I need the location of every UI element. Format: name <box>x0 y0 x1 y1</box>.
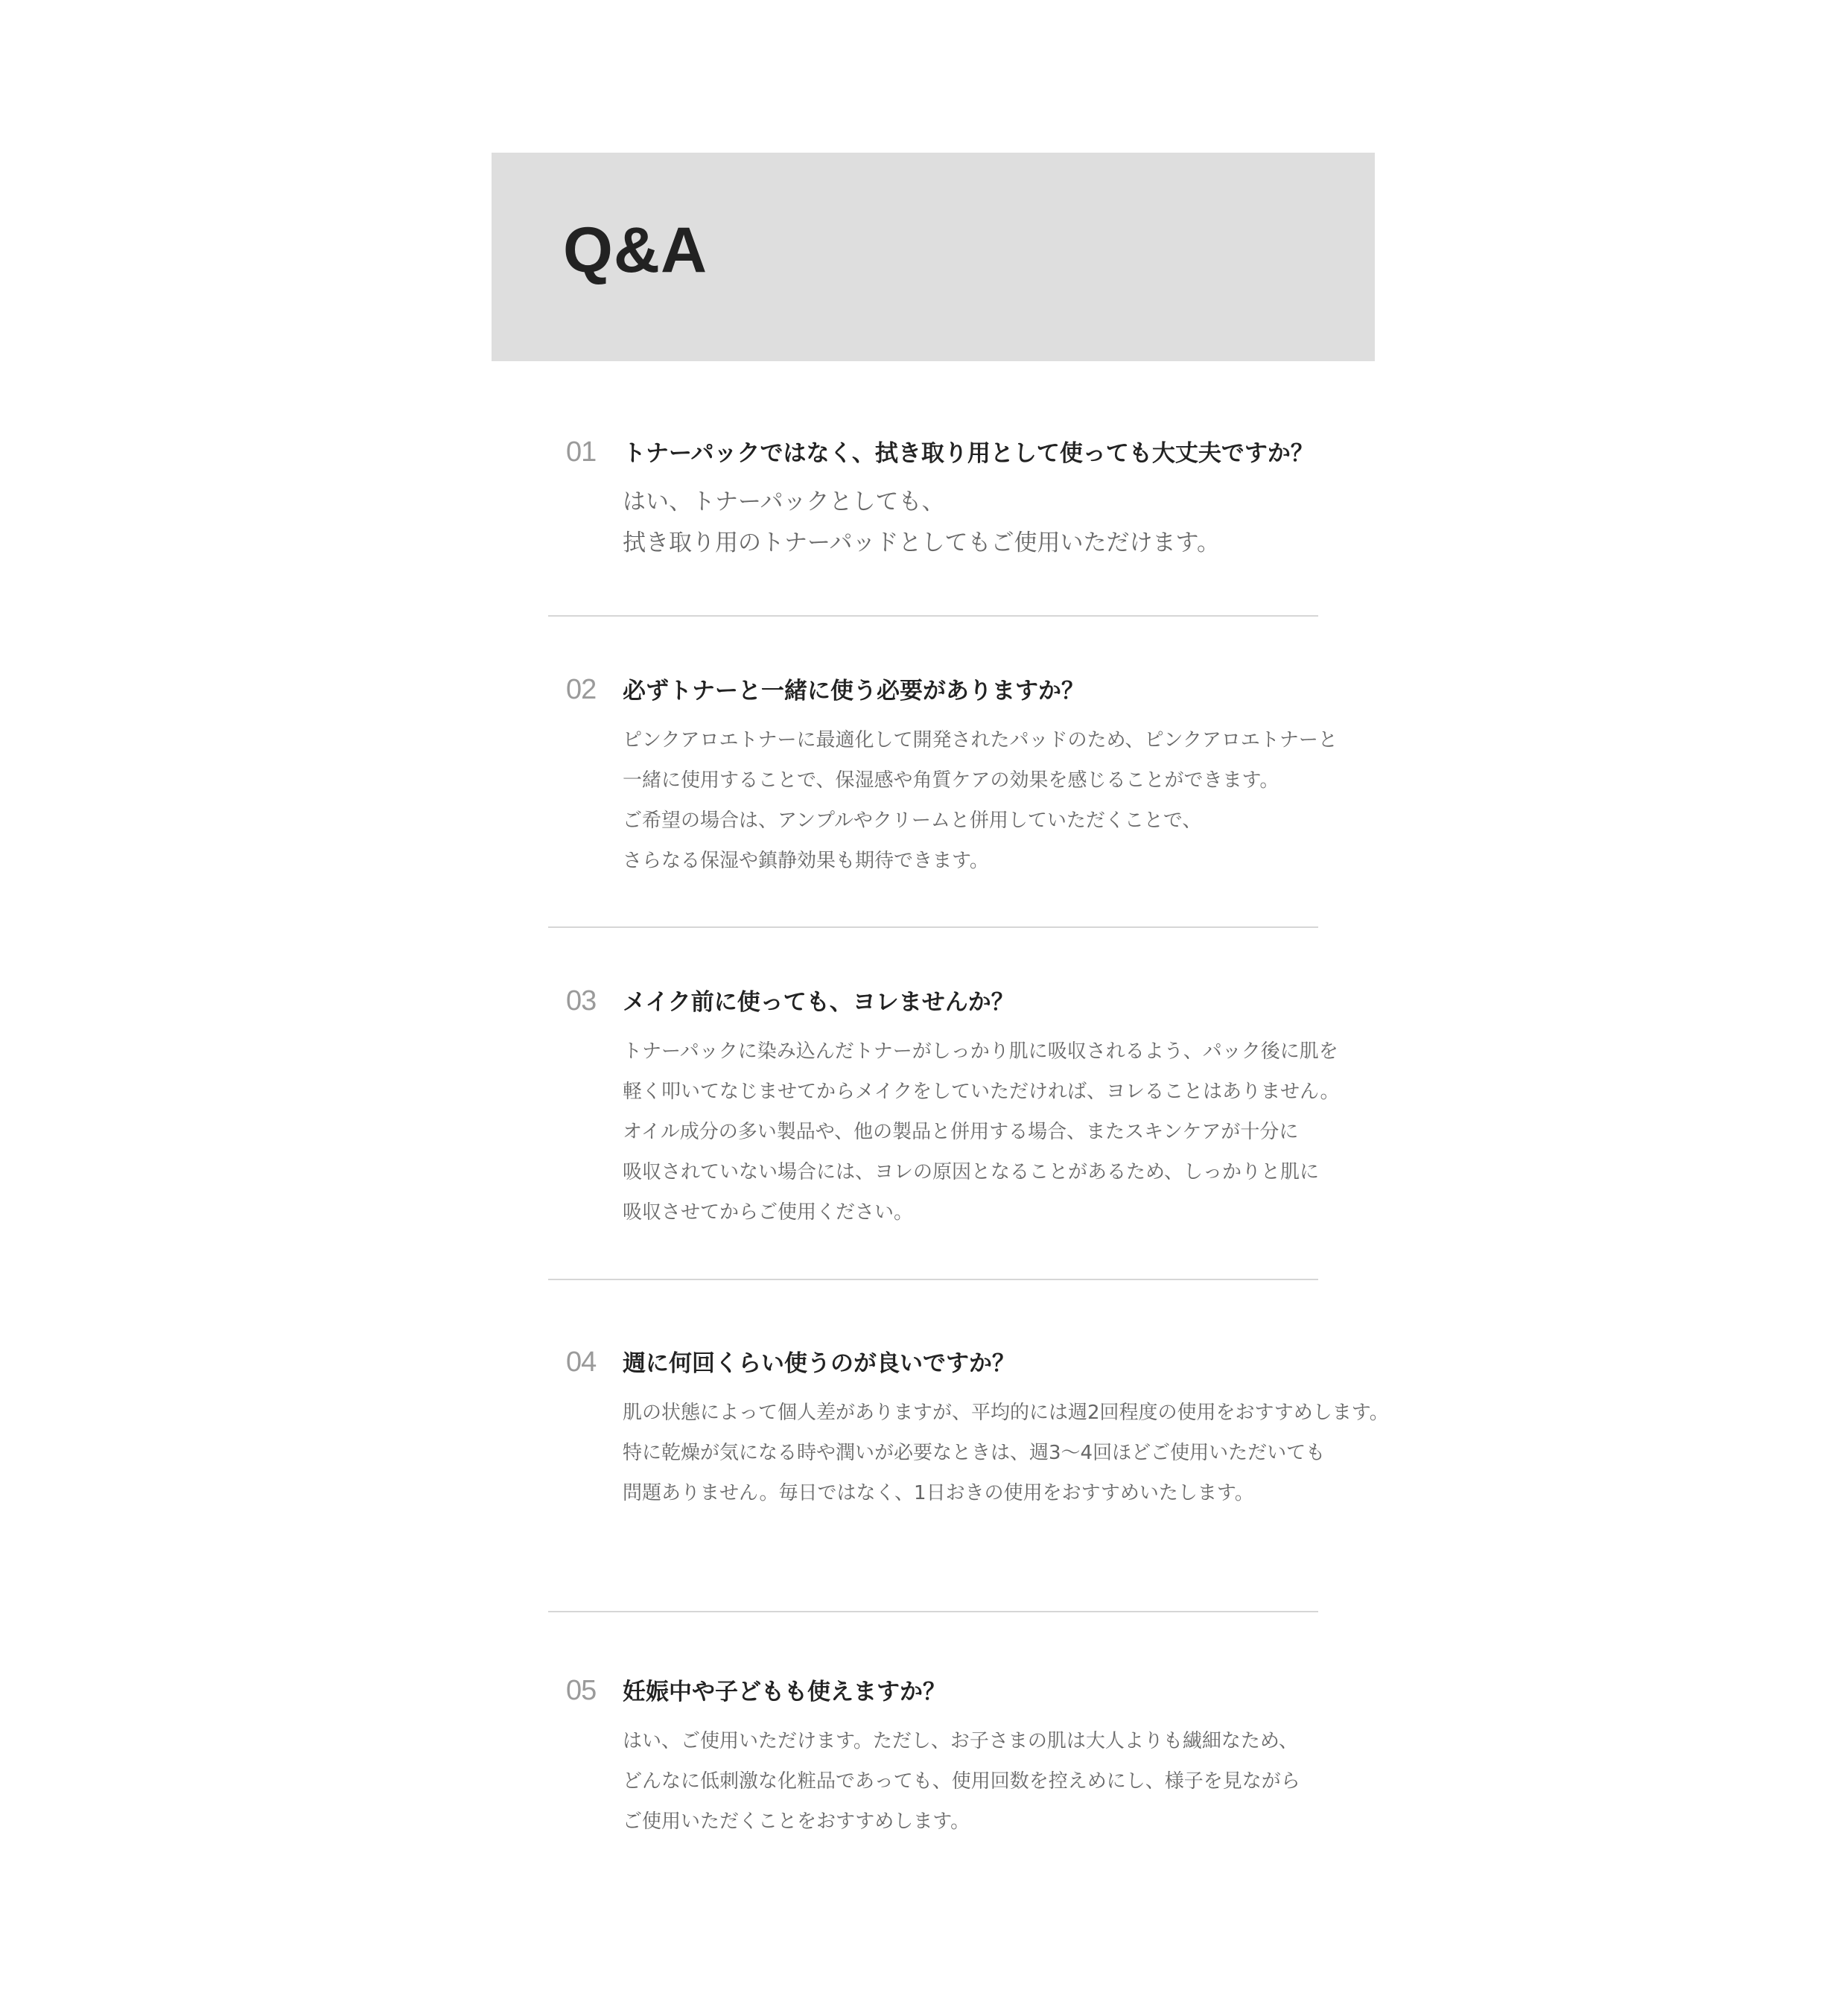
qa-question: メイク前に使っても、ヨレませんか？ <box>623 989 1014 1016</box>
qa-question: 妊娠中や子どもも使えますか？ <box>623 1679 946 1705</box>
answer-line: 吸収されていない場合には、ヨレの原因となることがあるため、しっかりと肌に <box>623 1161 1319 1183</box>
answer-line: 軽く叩いてなじませてからメイクをしていただければ、ヨレることはありません。 <box>623 1081 1340 1103</box>
answer-line: 吸収させてからご使用ください。 <box>623 1201 914 1224</box>
answer-line: ピンクアロエトナーに最適化して開発されたパッドのため、ピンクアロエトナーと <box>623 729 1338 751</box>
answer-line: ご使用いただくことをおすすめします。 <box>623 1810 970 1833</box>
qa-answer <box>623 1031 1340 1233</box>
answer-line: さらなる保湿や鎮静効果も期待できます。 <box>623 850 989 872</box>
answer-line: はい、トナーパックとしても、 <box>623 489 945 515</box>
qa-number: 03 <box>566 985 597 1017</box>
answer-line: はい、ご使用いただけます。ただし、お子さまの肌は大人よりも繊細なため、 <box>623 1730 1298 1752</box>
answer-line: 肌の状態によって個人差がありますが、平均的には週2回程度の使用をおすすめします。 <box>623 1402 1389 1424</box>
qa-answer <box>623 1721 1300 1842</box>
answer-line: ご希望の場合は、アンプルやクリームと併用していただくことで、 <box>623 810 1202 832</box>
qa-question: トナーパックではなく、拭き取り用として使っても大丈夫ですか？ <box>623 440 1314 467</box>
qa-answer <box>623 1393 1389 1513</box>
qa-answer <box>623 482 1220 564</box>
answer-line: 問題ありません。毎日ではなく、1日おきの使用をおすすめいたします。 <box>623 1482 1254 1504</box>
qa-number: 05 <box>566 1675 597 1706</box>
divider <box>548 615 1318 617</box>
page-title: Q&A <box>563 214 708 286</box>
divider <box>548 1611 1318 1612</box>
answer-line: どんなに低刺激な化粧品であっても、使用回数を控えめにし、様子を見ながら <box>623 1770 1300 1793</box>
qa-answer <box>623 720 1338 881</box>
qa-question: 必ずトナーと一緒に使う必要がありますか？ <box>623 678 1084 705</box>
answer-line: 一緒に使用することで、保湿感や角質ケアの効果を感じることができます。 <box>623 769 1279 792</box>
answer-line: 拭き取り用のトナーパッドとしてもご使用いただけます。 <box>623 530 1220 556</box>
qa-header-banner <box>492 153 1375 361</box>
divider <box>548 926 1318 928</box>
qa-question: 週に何回くらい使うのが良いですか？ <box>623 1350 1015 1377</box>
qa-number: 01 <box>566 436 597 468</box>
qa-number: 04 <box>566 1346 597 1378</box>
answer-line: トナーパックに染み込んだトナーがしっかり肌に吸収されるよう、パック後に肌を <box>623 1040 1338 1063</box>
answer-line: 特に乾燥が気になる時や潤いが必要なときは、週3〜4回ほどご使用いただいても <box>623 1442 1326 1464</box>
answer-line: オイル成分の多い製品や、他の製品と併用する場合、またスキンケアが十分に <box>623 1121 1299 1143</box>
divider <box>548 1279 1318 1280</box>
qa-number: 02 <box>566 674 597 705</box>
